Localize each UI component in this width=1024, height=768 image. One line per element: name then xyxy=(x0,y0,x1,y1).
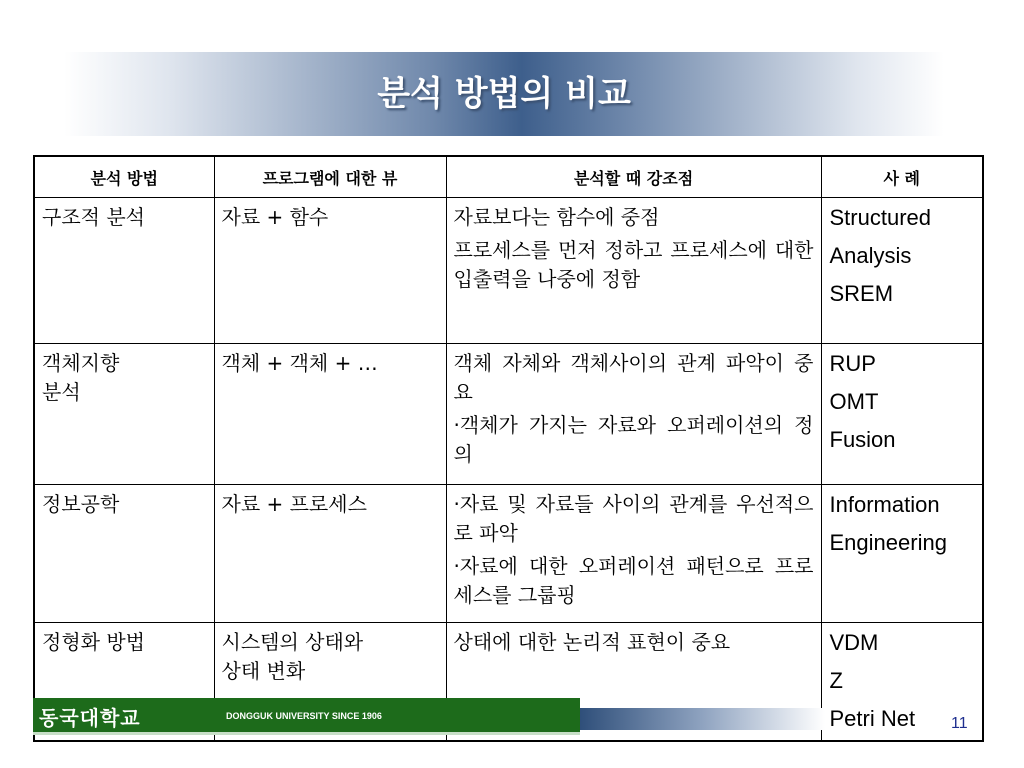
footer-stripe xyxy=(33,732,580,735)
cell-examples xyxy=(821,198,983,344)
header-method: 분석 방법 xyxy=(34,156,214,198)
example-item: Structured xyxy=(829,205,931,230)
example-item: VDM xyxy=(829,630,879,655)
example-item: Analysis xyxy=(829,243,912,268)
university-logo xyxy=(33,698,580,732)
example-item: Fusion xyxy=(829,427,896,452)
cell-emphasis xyxy=(446,198,821,344)
cell-view: 자료 + 프로세스 xyxy=(214,485,446,623)
cell-examples xyxy=(821,344,983,485)
cell-view: 객체 + 객체 + … xyxy=(214,344,446,485)
example-item: Petri Net xyxy=(829,706,916,731)
example-item: OMT xyxy=(829,389,879,414)
header-examples: 사 례 xyxy=(821,156,983,198)
table-row xyxy=(34,344,983,485)
example-item: Z xyxy=(829,668,843,693)
cell-examples xyxy=(821,485,983,623)
slide-title: 분석 방법의 비교 xyxy=(377,74,631,114)
emphasis-point: ·객체가 가지는 자료와 오퍼레이션의 정의 xyxy=(453,413,814,466)
cell-emphasis xyxy=(446,344,821,485)
table-header-row xyxy=(34,156,983,198)
cell-method: 구조적 분석 xyxy=(34,198,214,344)
cell-method: 정보공학 xyxy=(34,485,214,623)
cell-view: 시스템의 상태와 상태 변화 xyxy=(214,623,446,742)
page-number: 11 xyxy=(951,715,968,732)
footer-gradient-bar xyxy=(580,708,825,730)
emphasis-point: ·자료에 대한 오퍼레이션 패턴으로 프로세스를 그룹핑 xyxy=(453,554,814,607)
logo-english-name: DONGGUK UNIVERSITY SINCE 1906 xyxy=(226,711,382,721)
emphasis-point: ·자료 및 자료들 사이의 관계를 우선적으로 파악 xyxy=(453,492,814,545)
header-view: 프로그램에 대한 뷰 xyxy=(214,156,446,198)
example-item: Engineering xyxy=(829,530,947,555)
example-item: RUP xyxy=(829,351,876,376)
cell-method: 정형화 방법 xyxy=(34,623,214,742)
cell-view: 자료 + 함수 xyxy=(214,198,446,344)
cell-method: 객체지향 분석 xyxy=(34,344,214,485)
logo-korean-name: 동국대학교 xyxy=(39,706,141,730)
header-emphasis: 분석할 때 강조점 xyxy=(446,156,821,198)
example-item: Information xyxy=(829,492,940,517)
emphasis-point: 객체 자체와 객체사이의 관계 파악이 중요 xyxy=(453,351,814,404)
cell-emphasis xyxy=(446,485,821,623)
table-row xyxy=(34,485,983,623)
emphasis-point: 프로세스를 먼저 정하고 프로세스에 대한 입출력을 나중에 정함 xyxy=(453,238,814,291)
emphasis-point: 상태에 대한 논리적 표현이 중요 xyxy=(453,630,731,654)
table-row xyxy=(34,198,983,344)
example-item: SREM xyxy=(829,281,894,306)
emphasis-point: 자료보다는 함수에 중점 xyxy=(453,205,660,229)
comparison-table xyxy=(33,155,984,742)
